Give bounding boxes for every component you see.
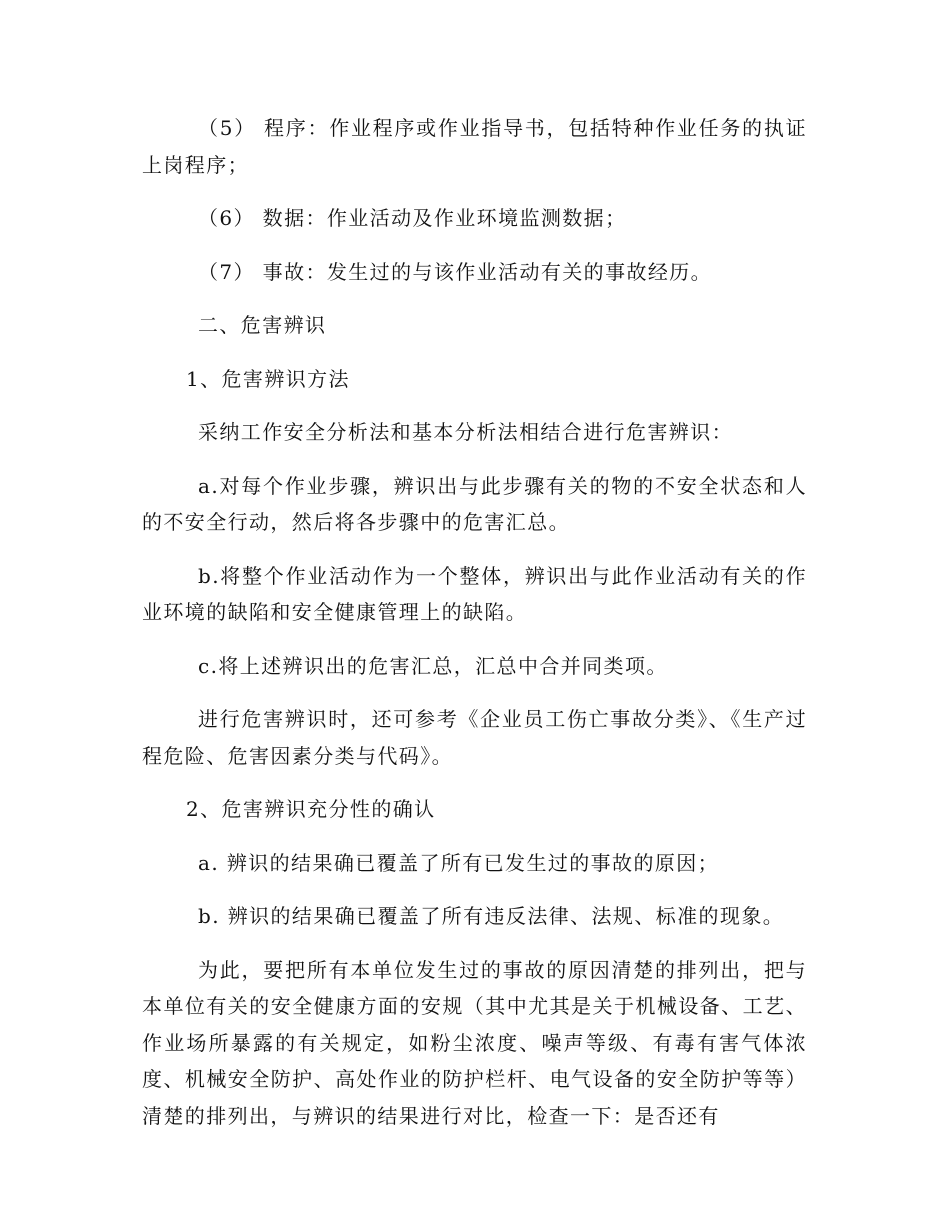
document-body <box>142 110 807 1151</box>
paragraph-therefore: 为此，要把所有本单位发生过的事故的原因清楚的排列出，把与本单位有关的安全健康方面的安规（其中尤其是关于机械设备、工艺、作业场所暴露的有关规定，如粉尘浓度、噪声等级、有毒有害气体浓度、机械安全防护、高处作业的防护栏杆、电气设备的安全防护等等）清楚的排列出，与辨识的结果进行对比，检查一下：是否还有 <box>142 957 807 1128</box>
paragraph-data: （6） 数据：作业活动及作业环境监测数据； <box>198 206 627 230</box>
paragraph-confirm-a: a. 辨识的结果确已覆盖了所有已发生过的事故的原因； <box>198 850 720 875</box>
paragraph-accident: （7） 事故：发生过的与该作业活动有关的事故经历。 <box>198 259 713 284</box>
paragraph-item-c: c.将上述辨识出的危害汇总，汇总中合并同类项。 <box>198 653 668 678</box>
subheading-sufficiency-confirmation: 2、危害辨识充分性的确认 <box>186 797 436 821</box>
paragraph-procedure: （5） 程序：作业程序或作业指导书，包括特种作业任务的执证上岗程序； <box>142 116 807 177</box>
paragraph-reference: 进行危害辨识时，还可参考《企业员工伤亡事故分类》、《生产过程危险、危害因素分类与代码》。 <box>142 707 807 768</box>
subheading-identification-method: 1、危害辨识方法 <box>186 366 350 391</box>
paragraph-method-intro: 采纳工作安全分析法和基本分析法相结合进行危害辨识： <box>198 420 733 444</box>
paragraph-item-a: a.对每个作业步骤，辨识出与此步骤有关的物的不安全状态和人的不安全行动，然后将各步骤中的危害汇总。 <box>142 473 807 534</box>
paragraph-confirm-b: b. 辨识的结果确已覆盖了所有违反法律、法规、标准的现象。 <box>198 904 785 928</box>
paragraph-item-b: b.将整个作业活动作为一个整体，辨识出与此作业活动有关的作业环境的缺陷和安全健康管理上的缺陷。 <box>142 563 807 624</box>
section-heading-hazard-identification: 二、危害辨识 <box>198 313 327 337</box>
